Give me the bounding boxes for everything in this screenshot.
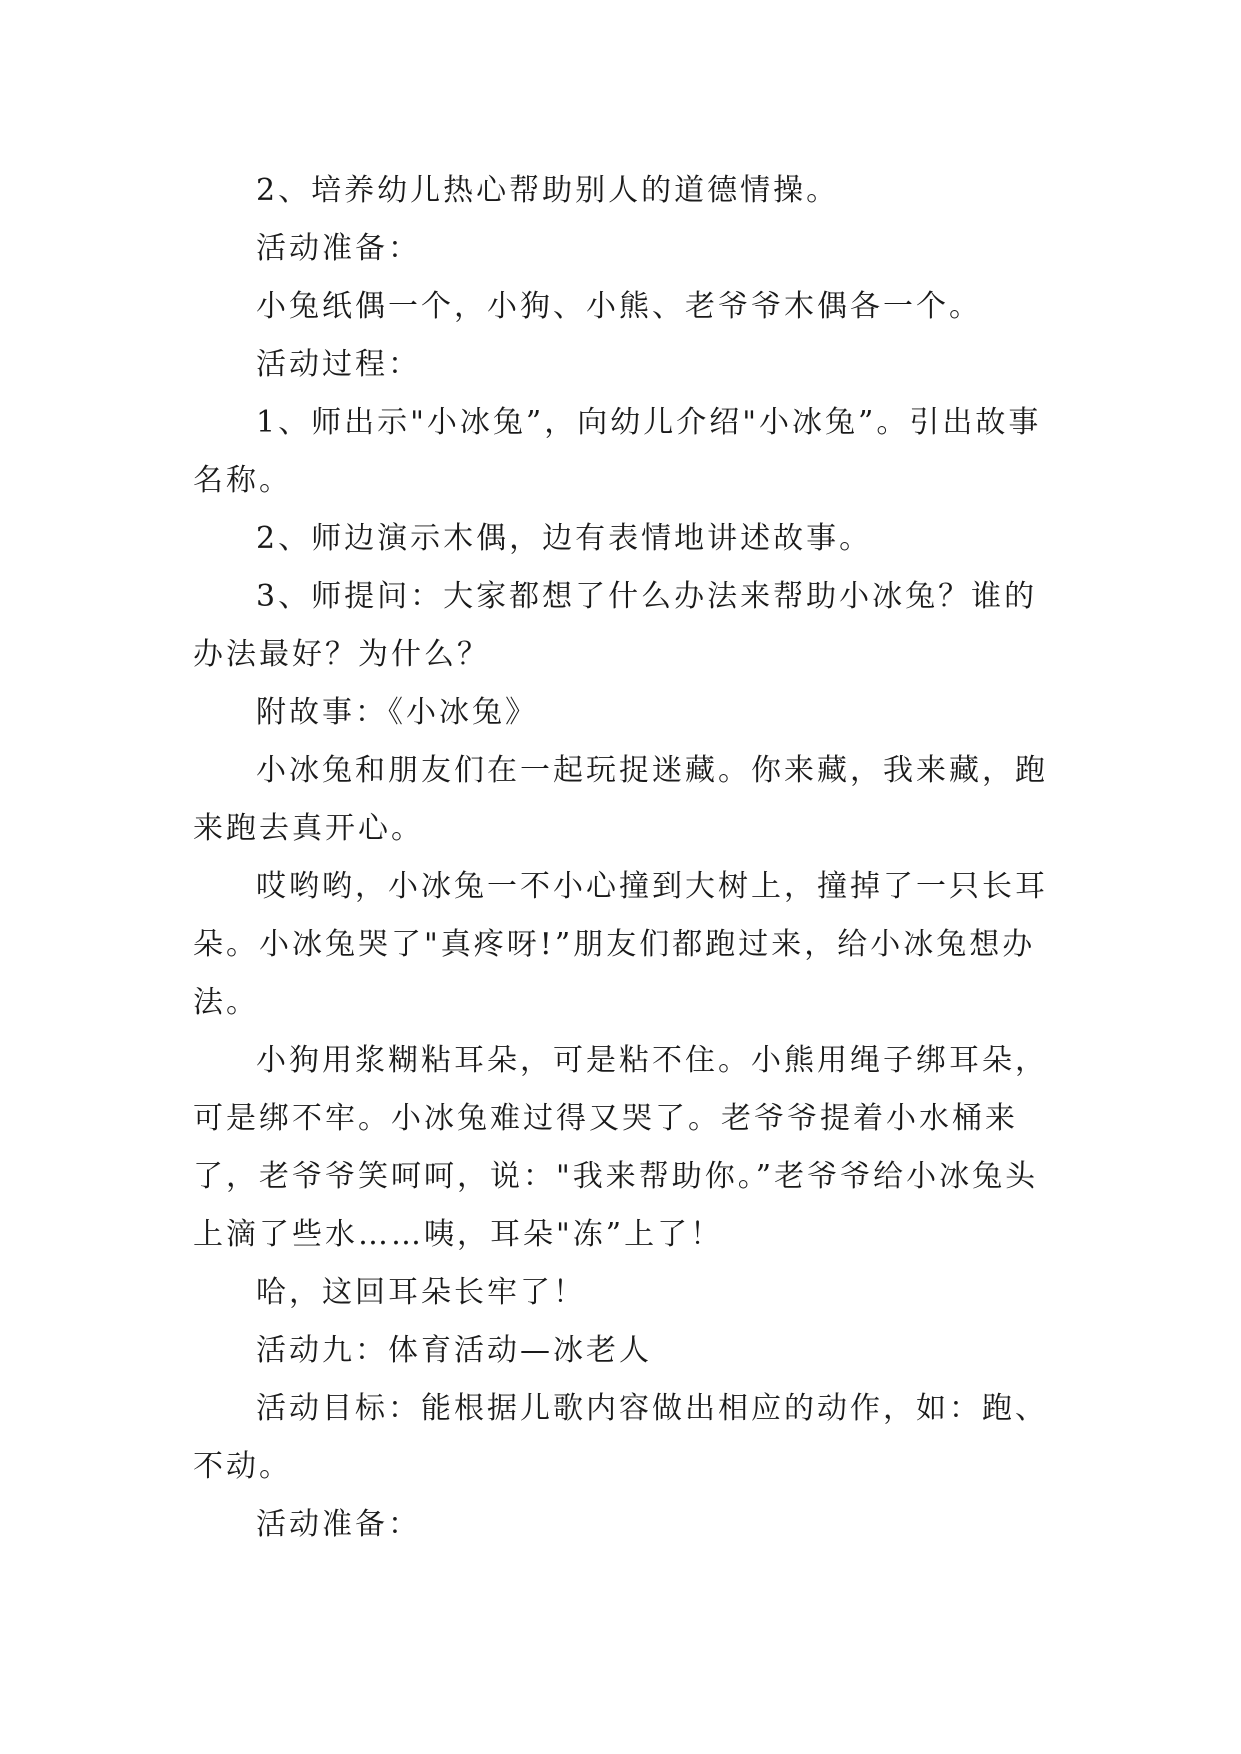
paragraph-activity-goal: 活动目标：能根据儿歌内容做出相应的动作，如：跑、不动。: [193, 1391, 1048, 1484]
heading-story: 附故事：《小冰兔》: [256, 695, 538, 730]
story-paragraph: 哈，这回耳朵长牢了！: [256, 1275, 586, 1310]
paragraph-materials: 小兔纸偶一个，小狗、小熊、老爷爷木偶各一个。: [256, 289, 982, 324]
heading-activity-preparation-2: 活动准备：: [256, 1507, 421, 1542]
paragraph-step-2: 2、师边演示木偶，边有表情地讲述故事。: [256, 521, 873, 556]
heading-activity-process: 活动过程：: [256, 347, 421, 382]
heading-activity-preparation: 活动准备：: [256, 231, 421, 266]
heading-activity-nine: 活动九：体育活动—冰老人: [256, 1333, 652, 1368]
story-paragraph: 哎哟哟，小冰兔一不小心撞到大树上，撞掉了一只长耳朵。小冰兔哭了"真疼呀!”朋友们都跑过来，给小冰兔想办法。: [193, 869, 1048, 1020]
paragraph-step-3: 3、师提问：大家都想了什么办法来帮助小冰兔？谁的办法最好？为什么？: [193, 579, 1038, 672]
story-paragraph: 小狗用浆糊粘耳朵，可是粘不住。小熊用绳子绑耳朵，可是绑不牢。小冰兔难过得又哭了。老爷爷提着小水桶来了，老爷爷笑呵呵，说："我来帮助你。”老爷爷给小冰兔头上滴了些水……咦，耳朵"冻”上了！: [193, 1043, 1048, 1252]
paragraph-step-1: 1、师出示"小冰兔”，向幼儿介绍"小冰兔”。引出故事名称。: [193, 405, 1042, 498]
document-body: [193, 162, 1053, 1554]
paragraph-goal-2: 2、培养幼儿热心帮助别人的道德情操。: [256, 173, 840, 208]
story-paragraph: 小冰兔和朋友们在一起玩捉迷藏。你来藏，我来藏，跑来跑去真开心。: [193, 753, 1048, 846]
